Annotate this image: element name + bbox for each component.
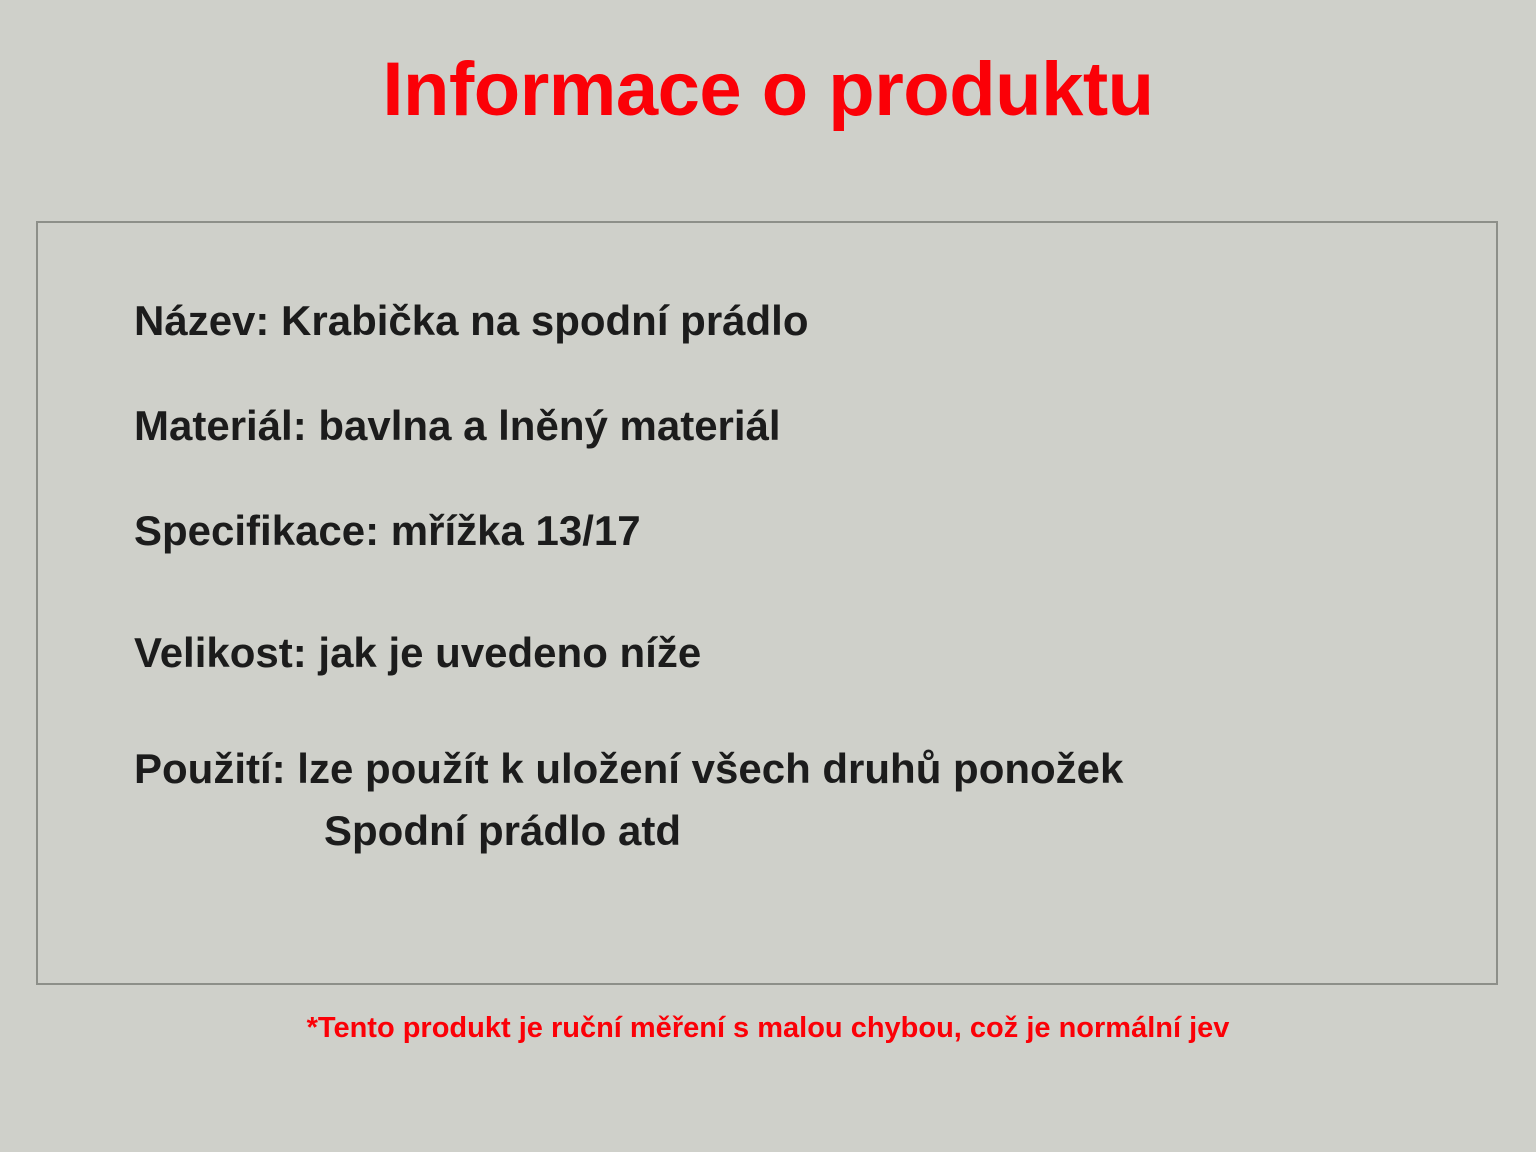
page-title: Informace o produktu (382, 47, 1154, 132)
product-details-list (134, 298, 1464, 854)
product-details-box (36, 221, 1498, 985)
list-item-material: Materiál: bavlna a lněný materiál (134, 402, 781, 450)
measurement-disclaimer: *Tento produkt je ruční měření s malou chybou, což je normální jev (306, 1012, 1230, 1044)
list-item-specification: Specifikace: mřížka 13/17 (134, 507, 641, 555)
list-item-usage: Použití: lze použít k uložení všech druhů ponožek (134, 744, 1124, 792)
list-item-size: Velikost: jak je uvedeno níže (134, 628, 702, 676)
list-item-name: Název: Krabička na spodní prádlo (134, 297, 809, 344)
list-item-usage-continued: Spodní prádlo atd (324, 806, 681, 854)
